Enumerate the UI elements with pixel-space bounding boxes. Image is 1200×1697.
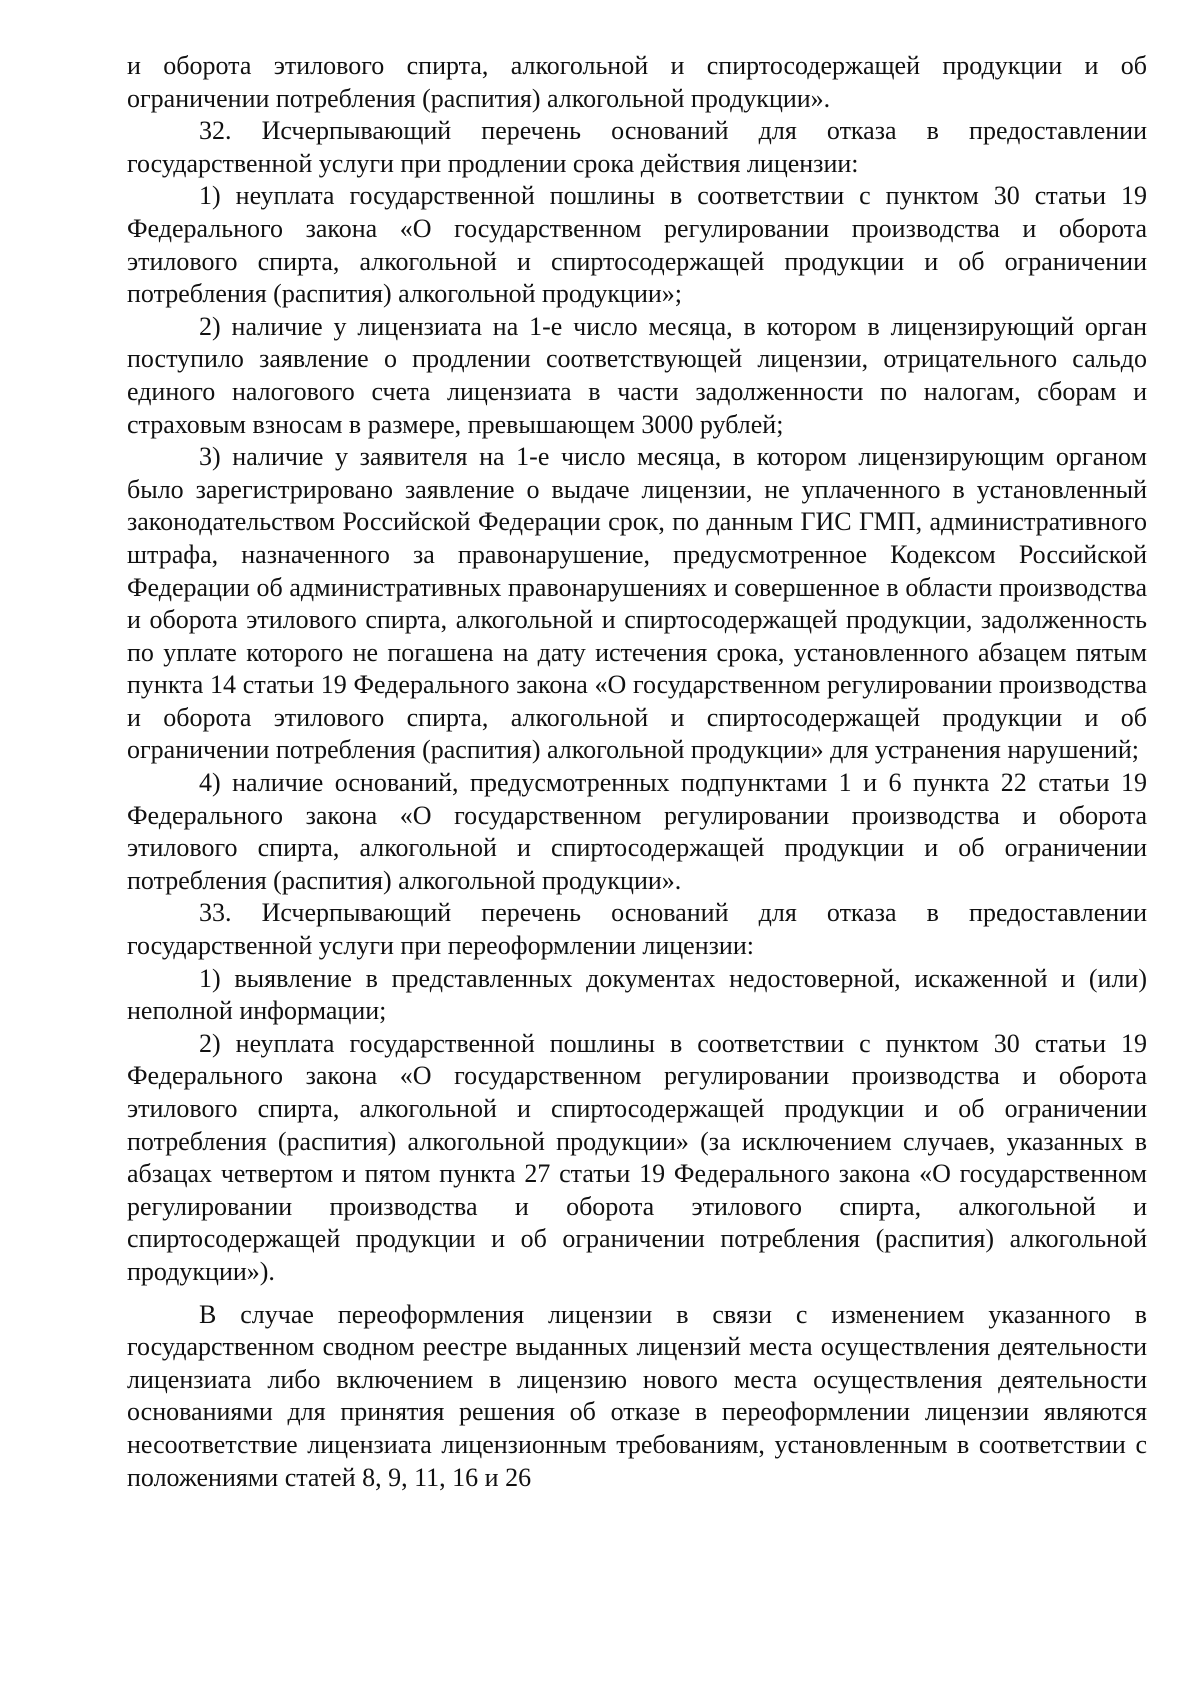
document-page	[127, 50, 1147, 1494]
paragraph-32-subitem-3: 3) наличие у заявителя на 1-е число месяца, в котором лицензирующим органом было зарегистрировано заявление о выдаче лицензии, не уплаченного в установленный законодательством Российской Федерации срок, по данным ГИС ГМП, административного штрафа, назначенного за правонарушение, предусмотренное Кодексом Российской Федерации об административных правонарушениях и совершенное в области производства и оборота этилового спирта, алкогольной и спиртосодержащей продукции, задолженность по уплате которого не погашена на дату истечения срока, установленного абзацем пятым пункта 14 статьи 19 Федерального закона «О государственном регулировании производства и оборота этилового спирта, алкогольной и спиртосодержащей продукции и об ограничении потребления (распития) алкогольной продукции» для устранения нарушений;	[127, 442, 1147, 765]
paragraph-32-subitem-2: 2) наличие у лицензиата на 1-е число месяца, в котором в лицензирующий орган поступило заявление о продлении соответствующей лицензии, отрицательного сальдо единого налогового счета лицензиата в части задолженности по налогам, сборам и страховым взносам в размере, превышающем 3000 рублей;	[127, 311, 1147, 439]
paragraph-32-subitem-4: 4) наличие оснований, предусмотренных подпунктами 1 и 6 пункта 22 статьи 19 Федерального закона «О государственном регулировании производства и оборота этилового спирта, алкогольной и спиртосодержащей продукции и об ограничении потребления (распития) алкогольной продукции».	[127, 768, 1147, 895]
paragraph-33-subitem-1: 1) выявление в представленных документах недостоверной, искаженной и (или) неполной информации;	[127, 963, 1147, 1026]
paragraph-relocation-case: В случае переоформления лицензии в связи с изменением указанного в государственном сводном реестре выданных лицензий места осуществления деятельности лицензиата либо включением в лицензию нового места осуществления деятельности основаниями для принятия решения об отказе в переоформлении лицензии являются несоответствие лицензиата лицензионным требованиям, установленным в соответствии с положениями статей 8, 9, 11, 16 и 26	[127, 1299, 1147, 1492]
paragraph-32-subitem-1: 1) неуплата государственной пошлины в соответствии с пунктом 30 статьи 19 Федерального закона «О государственном регулировании производства и оборота этилового спирта, алкогольной и спиртосодержащей продукции и об ограничении потребления (распития) алкогольной продукции»;	[127, 181, 1147, 309]
paragraph-item-33: 33. Исчерпывающий перечень оснований для отказа в предоставлении государственной услуги при переоформлении лицензии:	[127, 898, 1147, 961]
paragraph-item-32: 32. Исчерпывающий перечень оснований для отказа в предоставлении государственной услуги при продлении срока действия лицензии:	[127, 116, 1147, 178]
paragraph-33-subitem-2: 2) неуплата государственной пошлины в соответствии с пунктом 30 статьи 19 Федерального закона «О государственном регулировании производства и оборота этилового спирта, алкогольной и спиртосодержащей продукции и об ограничении потребления (распития) алкогольной продукции» (за исключением случаев, указанных в абзацах четвертом и пятом пункта 27 статьи 19 Федерального закона «О государственном регулировании производства и оборота этилового спирта, алкогольной и спиртосодержащей продукции и об ограничении потребления (распития) алкогольной продукции»).	[127, 1028, 1147, 1286]
paragraph-continuation: и оборота этилового спирта, алкогольной и спиртосодержащей продукции и об ограничении потребления (распития) алкогольной продукции».	[127, 51, 1147, 113]
